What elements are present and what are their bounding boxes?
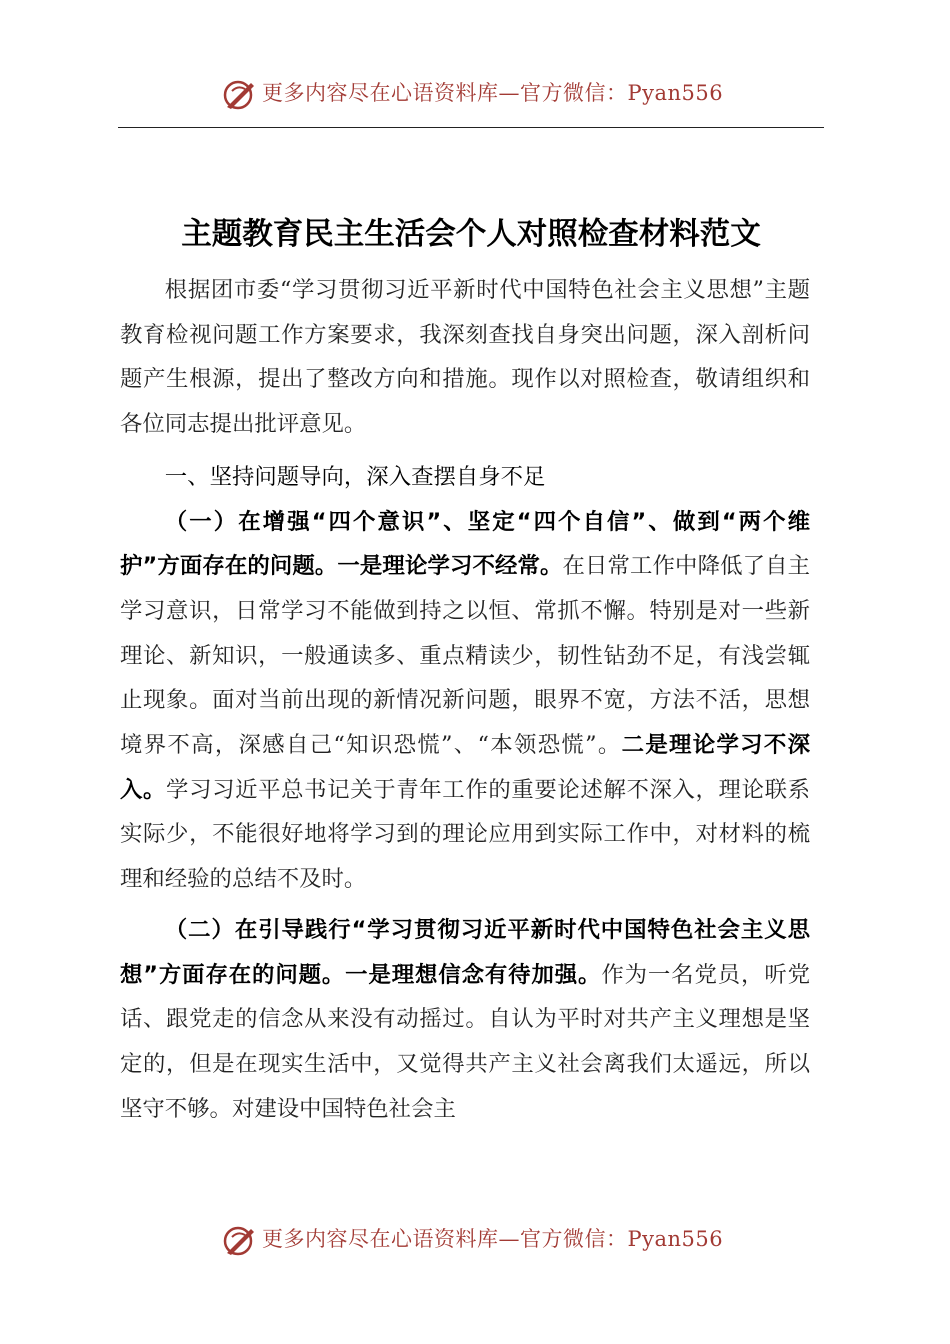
subsection-2-paragraph [120, 908, 810, 1132]
document-body [120, 268, 810, 1131]
subsection-1-text-2: 学习习近平总书记关于青年工作的重要论述解不深入，理论联系实际少，不能很好地将学习到的理论应用到实际工作中，对材料的梳理和经验的总结不及时。 [120, 776, 811, 893]
document-title: 主题教育民主生活会个人对照检查材料范文 [181, 217, 761, 252]
watermark-text: 更多内容尽在心语资料库—官方微信：Pyan556 [262, 1227, 724, 1251]
watermark-banner-bottom [0, 1219, 950, 1259]
subsection-1-text-1: 在日常工作中降低了自主学习意识，日常学习不能做到持之以恒、常抓不懈。特别是对一些新理论、新知识，一般通读多、重点精读少，韧性钻劲不足，有浅尝辄止现象。面对当前出现的新情况新问题，眼界不宽，方法不活，思想境界不高，深感自己“知识恐慌”、“本领恐慌”。 [120, 553, 810, 759]
subsection-1-paragraph [120, 500, 810, 902]
brush-logo-icon [221, 77, 257, 111]
watermark-text: 更多内容尽在心语资料库—官方微信：Pyan556 [262, 81, 724, 105]
watermark-banner-top [0, 73, 950, 113]
subsection-2-text-1: 作为一名党员，听党话、跟党走的信念从来没有动摇过。自认为平时对共产主义理想是坚定的，但是在现实生活中，又觉得共产主义社会离我们太遥远，所以坚守不够。对建设中国特色社会主 [120, 961, 811, 1122]
header-divider [118, 127, 824, 128]
brush-logo-icon [221, 1223, 257, 1257]
subsection-1-bold-mid: 二是理论学习不深入。 [120, 732, 811, 803]
intro-paragraph: 根据团市委“学习贯彻习近平新时代中国特色社会主义思想”主题教育检视问题工作方案要求，我深刻查找自身突出问题，深入剖析问题产生根源，提出了整改方向和措施。现作以对照检查，敬请组织和各位同志提出批评意见。 [120, 277, 810, 438]
subsection-1-bold-lead: （一）在增强“四个意识”、坚定“四个自信”、做到“两个维护”方面存在的问题。一是理论学习不经常。 [120, 508, 810, 580]
section-heading-1: 一、坚持问题导向，深入查摆自身不足 [164, 463, 546, 490]
subsection-2-bold-lead: （二）在引导践行“学习贯彻习近平新时代中国特色社会主义思想”方面存在的问题。一是理想信念有待加强。 [120, 916, 810, 988]
